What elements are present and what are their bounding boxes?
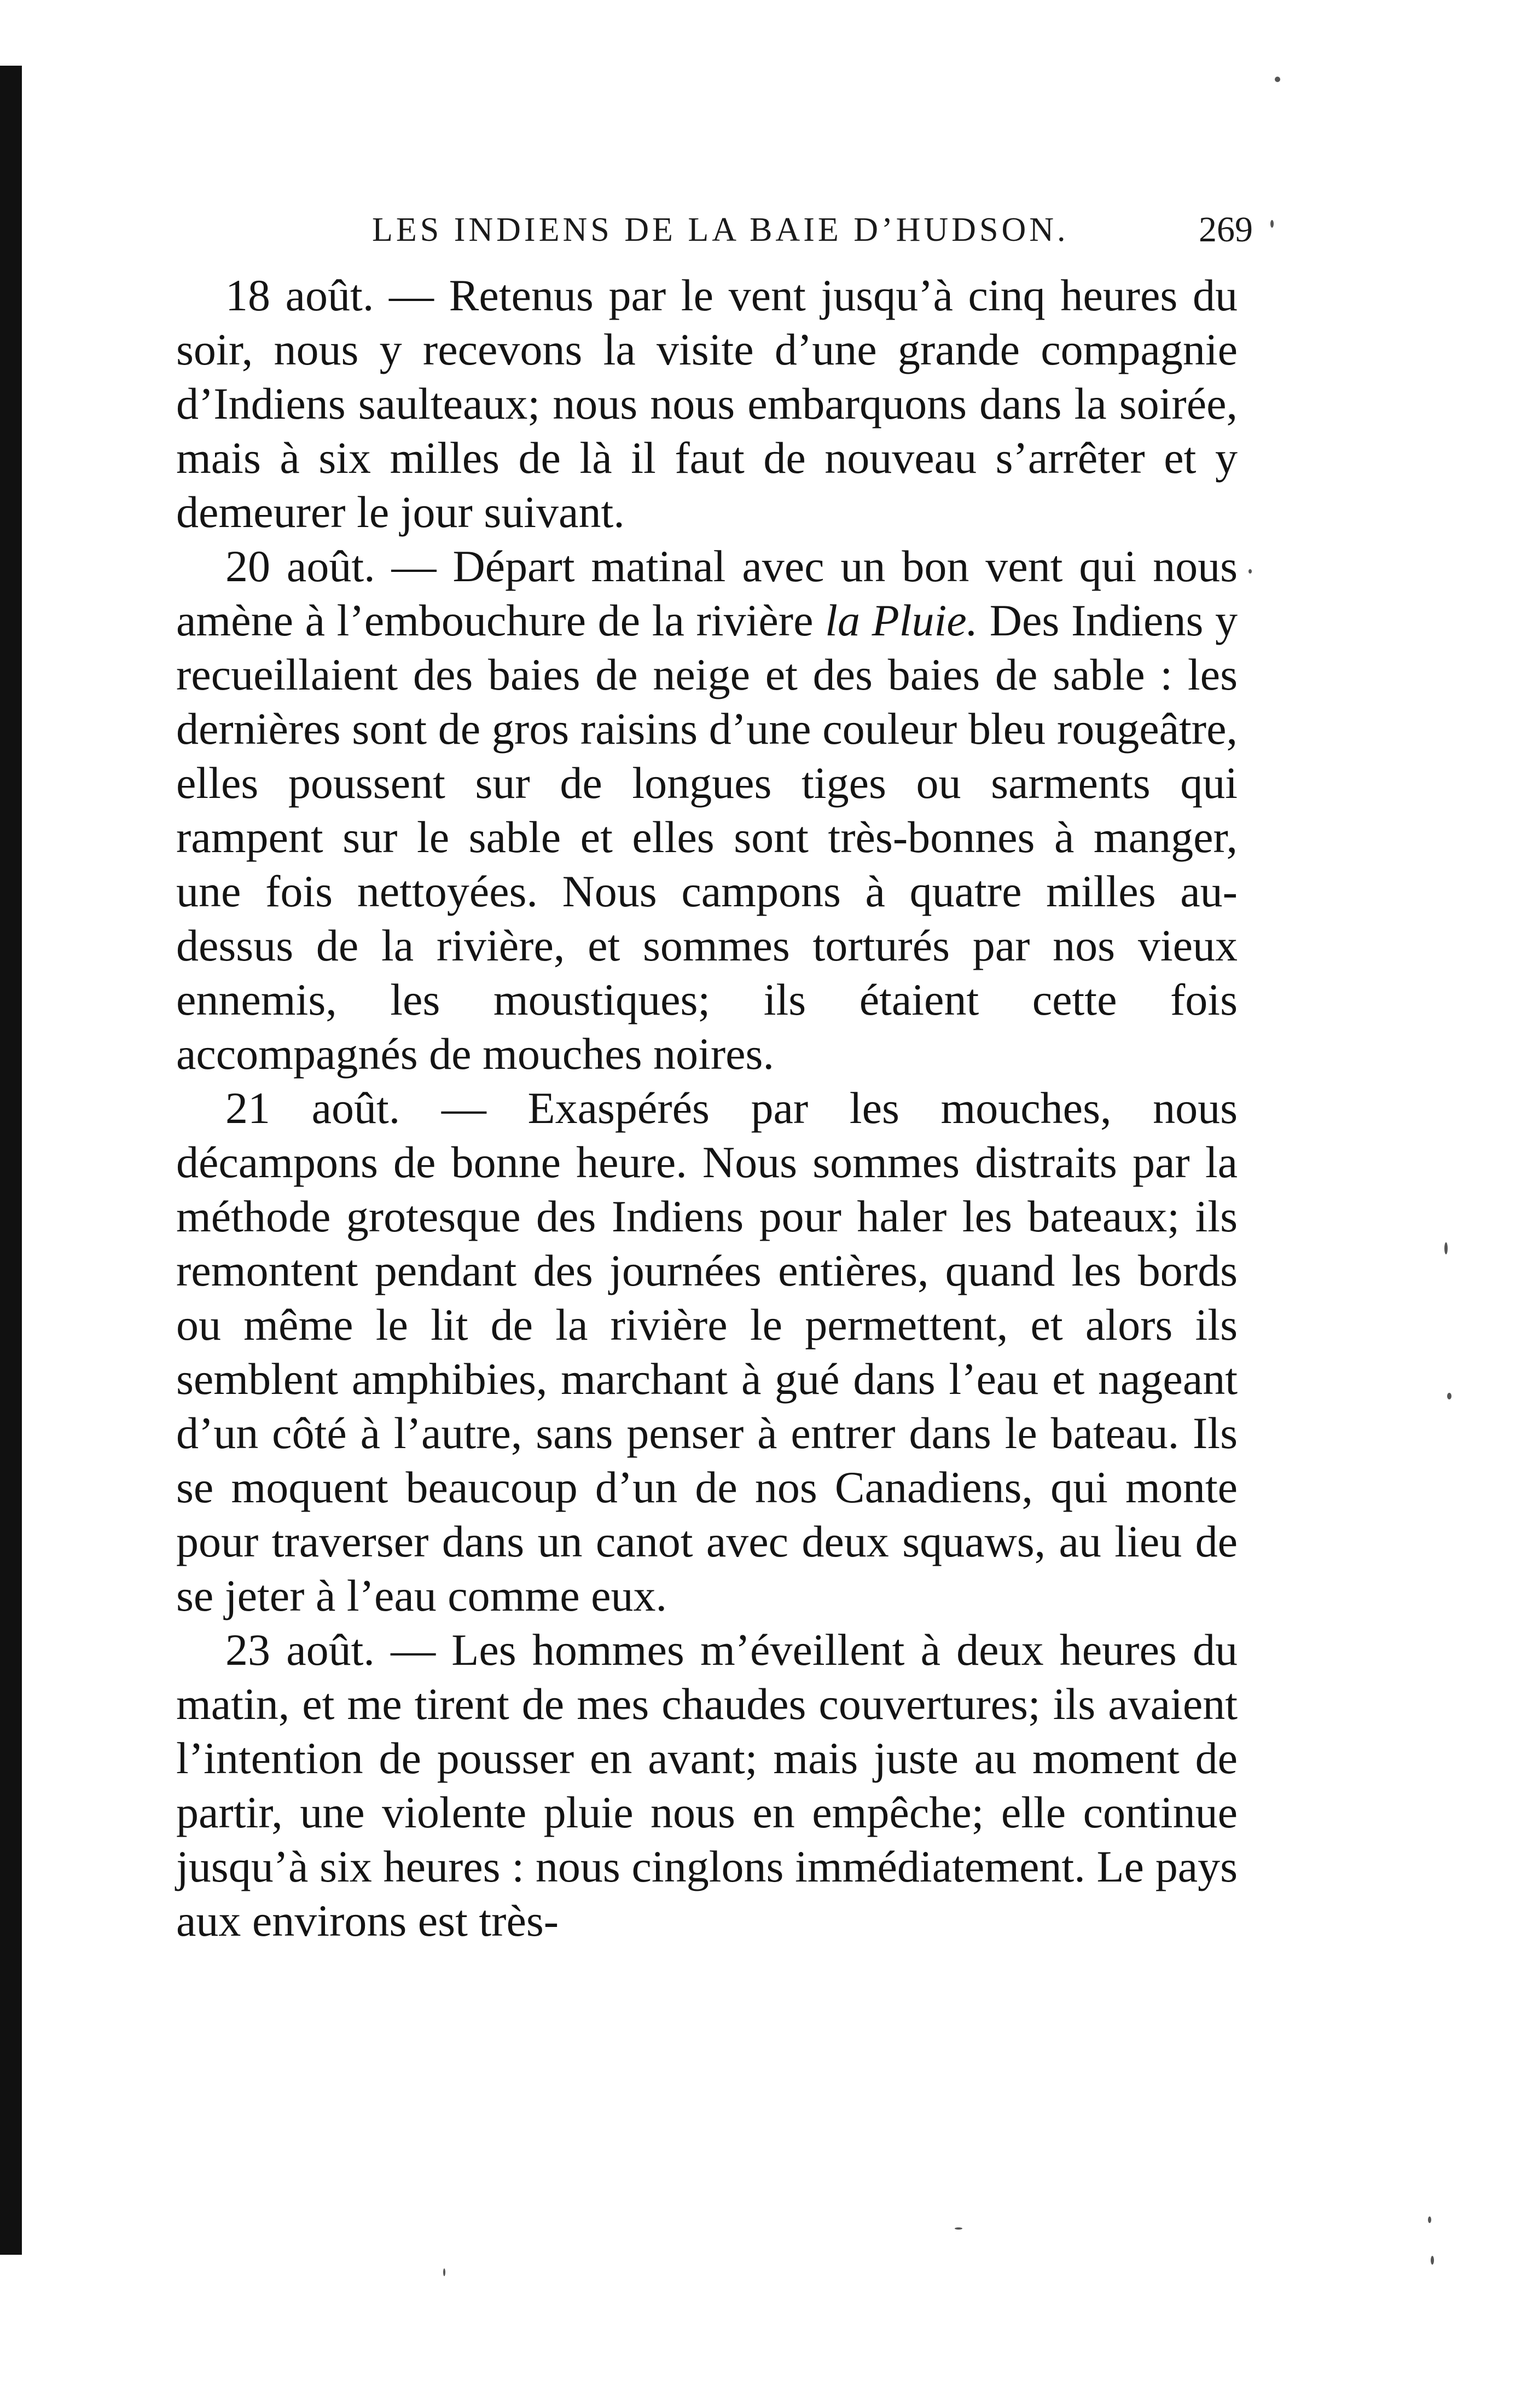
- scan-speck: [1444, 1242, 1448, 1254]
- scan-speck: [1275, 77, 1280, 82]
- scan-speck: [1431, 2256, 1434, 2265]
- entry-text: — Retenus par le vent jusqu’à cinq heures du soir, nous y recevons la visite d’une grande compagnie d’Indiens saulteaux; nous nous embarquons dans la soirée, mais à six milles de là il faut de nouveau s’arrêter et y demeurer le jour suivant.: [176, 270, 1238, 537]
- page-number: 269: [1199, 210, 1253, 250]
- running-title: LES INDIENS DE LA BAIE D’HUDSON.: [372, 211, 1069, 248]
- entry-text-continued: Des Indiens y recueillaient des baies de neige et des baies de sable : les dernières sont de gros raisins d’une couleur bleu rougeâtre, elles poussent sur de longues tiges ou sarments qui rampent sur le sable et elles sont très-bonnes à manger, une fois nettoyées. Nous campons à quatre milles au-dessus de la rivière, et sommes torturés par nos vieux ennemis, les moustiques; ils étaient cette fois accompagnés de mouches noires.: [176, 595, 1238, 1079]
- entry-text: — Départ matinal avec un bon vent qui nous amène à l’embouchure de la rivière: [176, 541, 1238, 645]
- journal-entry-18-aout: [176, 268, 1238, 539]
- journal-entry-21-aout: [176, 1081, 1238, 1623]
- scan-speck: [1249, 569, 1252, 574]
- entry-date: 21 août.: [225, 1083, 400, 1133]
- entry-date: 20 août.: [225, 541, 375, 591]
- journal-entry-20-aout: [176, 539, 1238, 1081]
- scan-speck: [955, 2227, 962, 2230]
- journal-entry-23-aout: [176, 1623, 1238, 1948]
- scan-speck: [1270, 220, 1274, 228]
- entry-text: — Exaspérés par les mouches, nous décampons de bonne heure. Nous sommes distraits par la méthode grotesque des Indiens pour haler les bateaux; ils remontent pendant des journées entières, quand les bords ou même le lit de la rivière le permettent, et alors ils semblent amphibies, marchant à gué dans l’eau et nageant d’un côté à l’autre, sans penser à entrer dans le bateau. Ils se moquent beaucoup d’un de nos Canadiens, qui monte pour traverser dans un canot avec deux squaws, au lieu de se jeter à l’eau comme eux.: [176, 1083, 1238, 1620]
- entry-date: 18 août.: [225, 270, 374, 320]
- entry-text: — Les hommes m’éveillent à deux heures du matin, et me tirent de mes chaudes couvertures; ils avaient l’intention de pousser en avant; mais juste au moment de partir, une violente pluie nous en empêche; elle continue jusqu’à six heures : nous cinglons immédiatement. Le pays aux environs est très-: [176, 1625, 1238, 1946]
- river-name-italic: la Pluie.: [825, 595, 978, 645]
- scan-speck: [443, 2268, 445, 2276]
- entry-date: 23 août.: [225, 1625, 375, 1675]
- scan-speck: [1428, 2216, 1431, 2223]
- scan-binding-edge: [0, 66, 22, 2255]
- body-text: [176, 268, 1238, 1948]
- scan-speck: [1447, 1393, 1451, 1399]
- page-header: [372, 208, 1253, 252]
